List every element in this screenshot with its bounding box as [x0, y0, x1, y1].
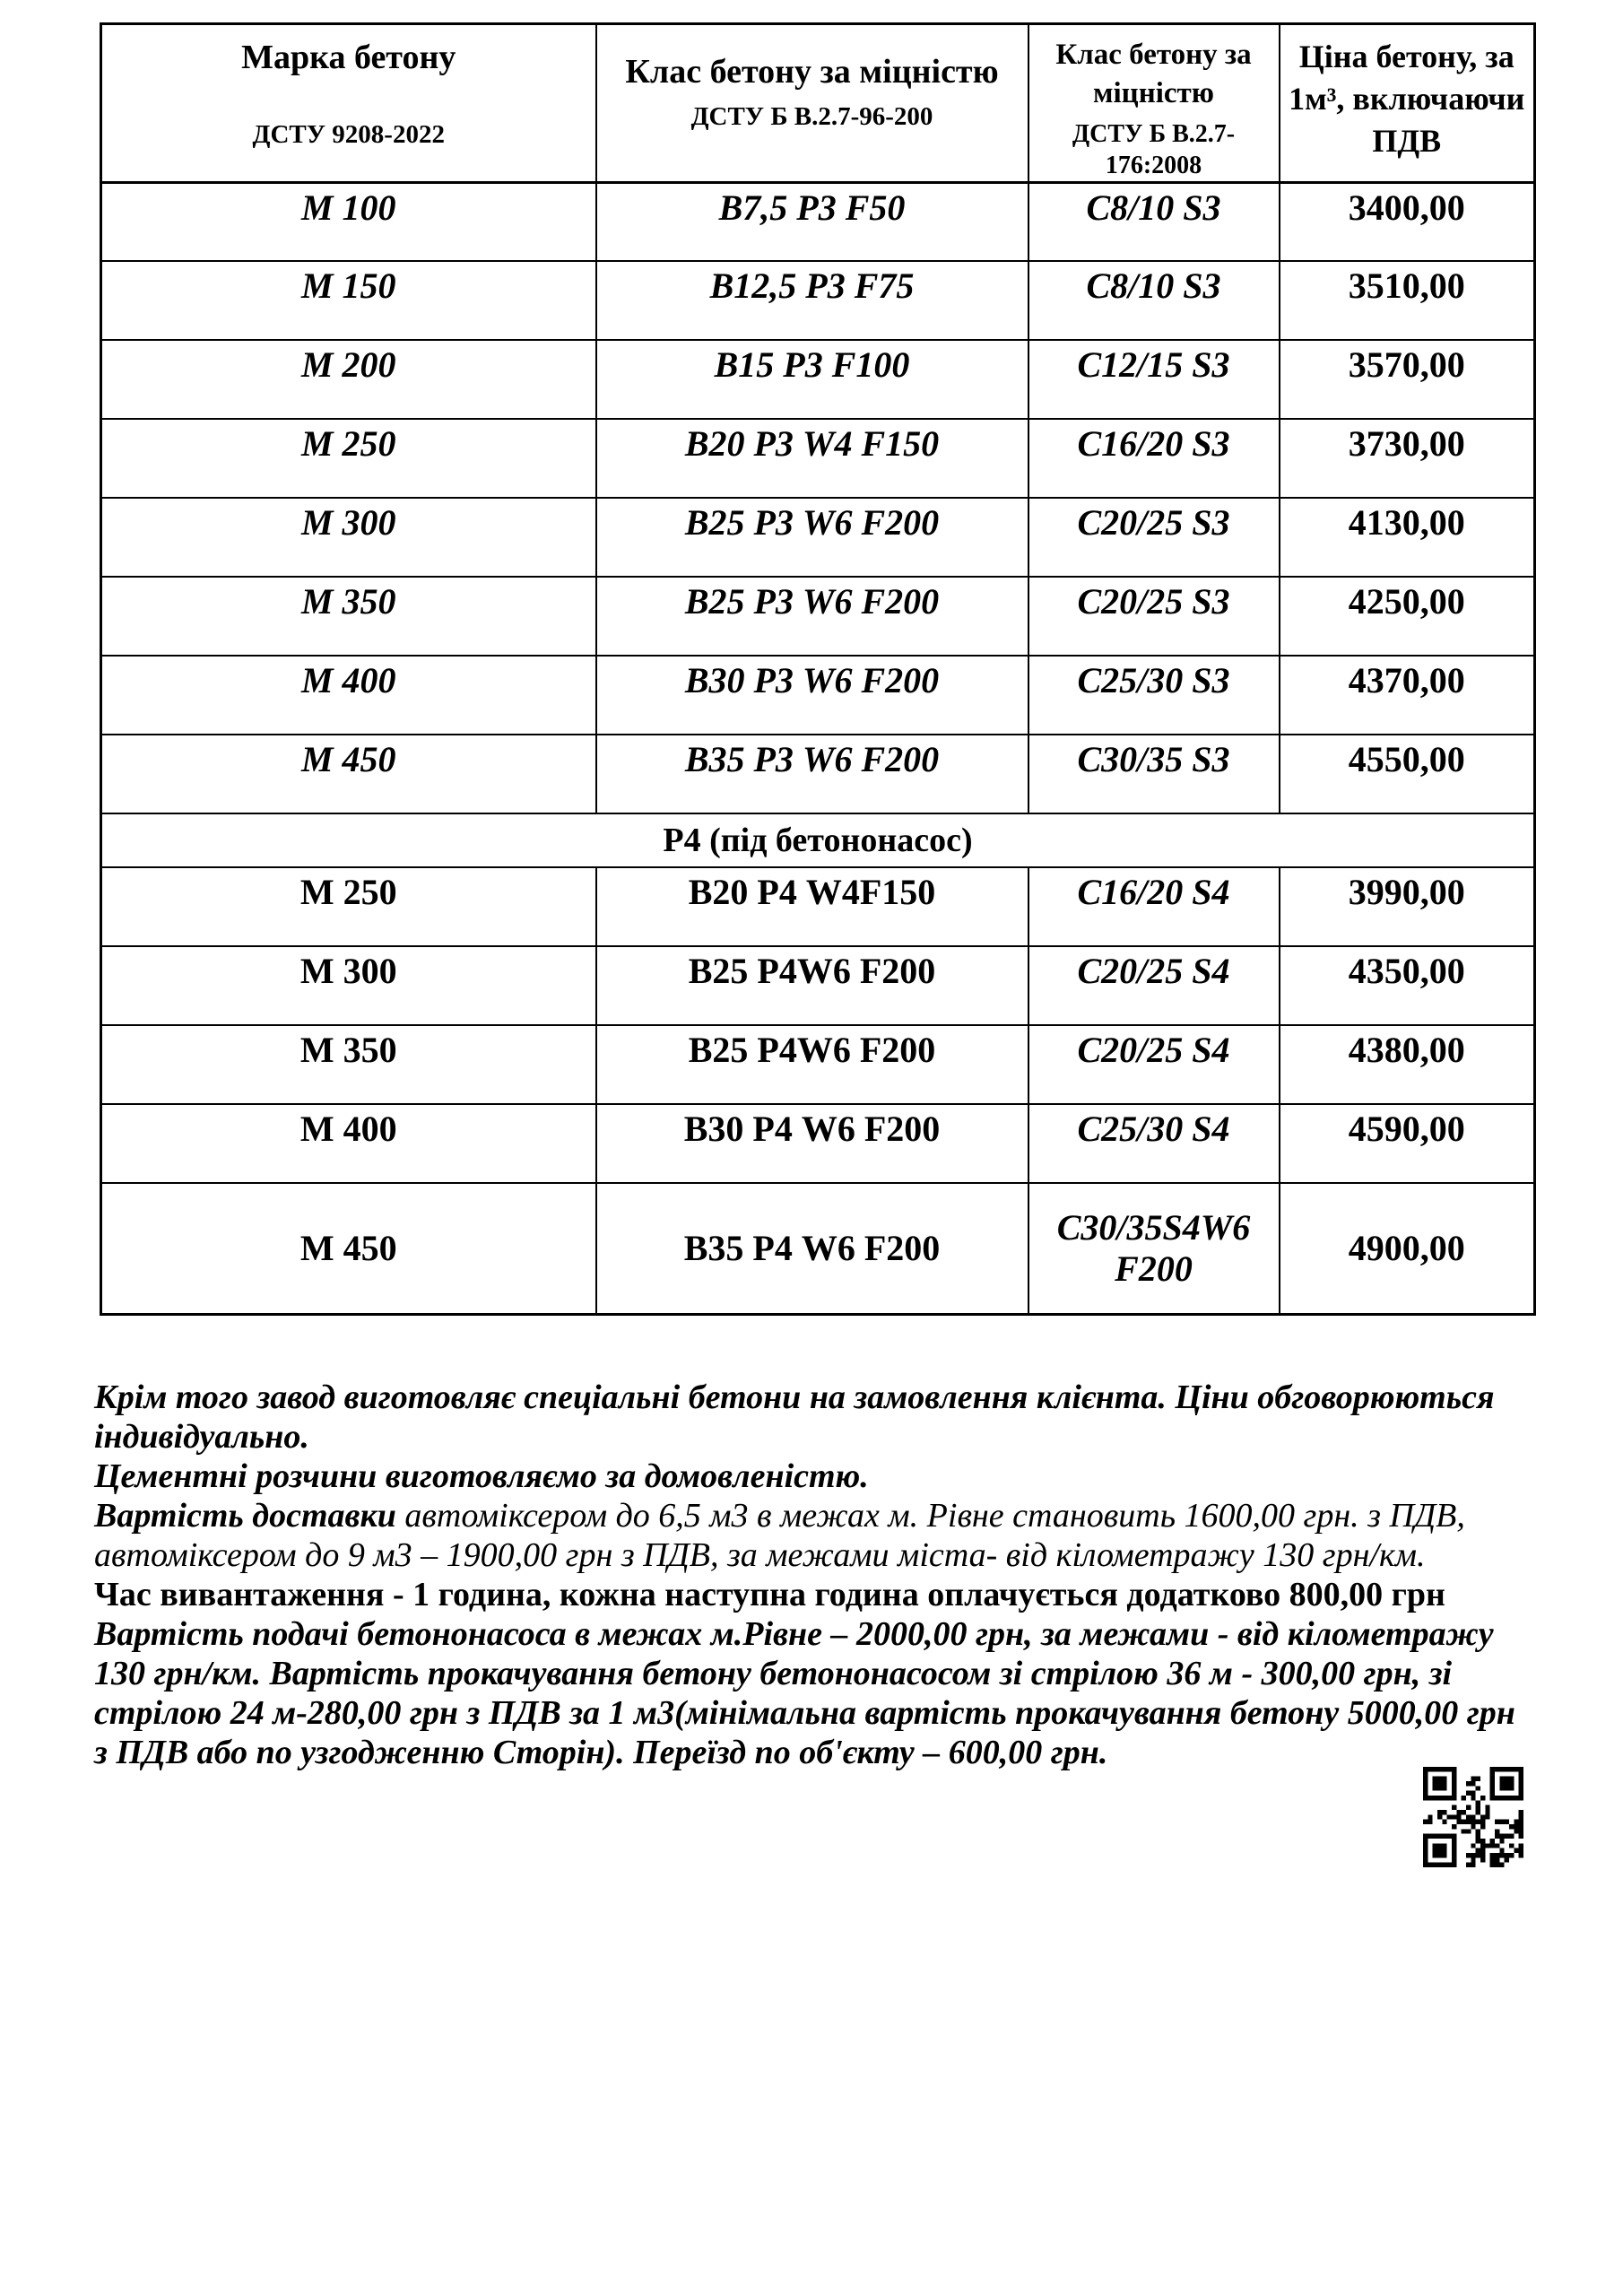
table-row [101, 340, 1535, 419]
class96-cell: В7,5 Р3 F50 [596, 182, 1028, 261]
note-delivery-lead: Вартість доставки [94, 1497, 405, 1535]
price-cell: 4380,00 [1280, 1025, 1535, 1104]
class96-cell: В30 Р3 W6 F200 [596, 656, 1028, 735]
concrete-price-table [100, 22, 1536, 1316]
price-cell: 3400,00 [1280, 182, 1535, 261]
price-cell: 4900,00 [1280, 1183, 1535, 1314]
mark-cell: М 450 [101, 735, 596, 813]
mark-cell: М 350 [101, 577, 596, 656]
note-unloading-time: Час вивантаження - 1 година, кожна наступна година оплачується додатково 800,00 грн [94, 1576, 1445, 1613]
price-cell: 3990,00 [1280, 867, 1535, 946]
mark-cell: М 350 [101, 1025, 596, 1104]
qr-code [1423, 1766, 1523, 1868]
class176-cell: С20/25 S4 [1028, 946, 1280, 1025]
table-header-row [101, 24, 1535, 183]
class96-cell: В20 Р4 W4F150 [596, 867, 1028, 946]
column-title: Клас бетону за міцністю [1055, 39, 1252, 109]
class96-cell: В35 Р3 W6 F200 [596, 735, 1028, 813]
price-cell: 3570,00 [1280, 340, 1535, 419]
mark-cell: М 400 [101, 1104, 596, 1183]
table-row [101, 1104, 1535, 1183]
class176-cell: С20/25 S4 [1028, 1025, 1280, 1104]
class96-cell: В30 Р4 W6 F200 [596, 1104, 1028, 1183]
class176-cell: С25/30 S3 [1028, 656, 1280, 735]
price-cell: 4550,00 [1280, 735, 1535, 813]
table-row [101, 1025, 1535, 1104]
column-subtitle: ДСТУ Б В.2.7-96-200 [690, 101, 933, 131]
price-cell: 3730,00 [1280, 419, 1535, 498]
mark-cell: М 400 [101, 656, 596, 735]
note-pump-cost: Вартість подачі бетононасоса в межах м.Рівне – 2000,00 грн, за межами - від кілометражу 130 грн/км. Вартість прокачування бетону бетононасосом зі стрілою 36 м - 300,00 грн, зі стрілою 24 м-280,00 грн з ПДВ за 1 м3(мінімальна вартість прокачування бетону 5000,00 грн з ПДВ або по узгодженню Сторін). Переїзд по об'єкту – 600,00 грн. [94, 1615, 1515, 1771]
table-row [101, 261, 1535, 340]
mark-cell: М 150 [101, 261, 596, 340]
class176-cell: С20/25 S3 [1028, 498, 1280, 577]
price-cell: 4350,00 [1280, 946, 1535, 1025]
price-cell: 4590,00 [1280, 1104, 1535, 1183]
price-cell: 4250,00 [1280, 577, 1535, 656]
column-header-price [1280, 24, 1535, 183]
class176-cell: С30/35S4W6 F200 [1028, 1183, 1280, 1314]
note-delivery [94, 1496, 1526, 1575]
table-row [101, 946, 1535, 1025]
table-row [101, 656, 1535, 735]
class176-cell: С16/20 S3 [1028, 419, 1280, 498]
section-header-row [101, 813, 1535, 867]
mark-cell: М 450 [101, 1183, 596, 1314]
class176-cell: С20/25 S3 [1028, 577, 1280, 656]
class96-cell: В35 Р4 W6 F200 [596, 1183, 1028, 1314]
column-title: Марка бетону [241, 39, 456, 76]
table-row [101, 182, 1535, 261]
column-header-class-96 [596, 24, 1028, 183]
section-header: Р4 (під бетононасос) [101, 813, 1535, 867]
table-row [101, 419, 1535, 498]
table-row [101, 498, 1535, 577]
note-custom-concrete: Крім того завод виготовляє спеціальні бетони на замовлення клієнта. Ціни обговорюються індивідуально. [94, 1378, 1495, 1456]
mark-cell: М 250 [101, 867, 596, 946]
class96-cell: В12,5 Р3 F75 [596, 261, 1028, 340]
class96-cell: В25 Р4W6 F200 [596, 946, 1028, 1025]
column-title: Клас бетону за міцністю [625, 53, 999, 91]
table-row [101, 867, 1535, 946]
price-cell: 4370,00 [1280, 656, 1535, 735]
price-cell: 4130,00 [1280, 498, 1535, 577]
table-row [101, 735, 1535, 813]
class176-cell: С25/30 S4 [1028, 1104, 1280, 1183]
class96-cell: В20 Р3 W4 F150 [596, 419, 1028, 498]
price-cell: 3510,00 [1280, 261, 1535, 340]
class176-cell: С12/15 S3 [1028, 340, 1280, 419]
column-header-class-176 [1028, 24, 1280, 183]
column-subtitle: ДСТУ Б В.2.7-176:2008 [1072, 119, 1236, 179]
column-title: Ціна бетону, за 1м³, включаючи ПДВ [1289, 39, 1525, 159]
class96-cell: В25 Р3 W6 F200 [596, 577, 1028, 656]
mark-cell: М 100 [101, 182, 596, 261]
mark-cell: М 300 [101, 498, 596, 577]
class176-cell: С8/10 S3 [1028, 261, 1280, 340]
mark-cell: М 200 [101, 340, 596, 419]
column-header-mark [101, 24, 596, 183]
mark-cell: М 250 [101, 419, 596, 498]
class96-cell: В15 Р3 F100 [596, 340, 1028, 419]
mark-cell: М 300 [101, 946, 596, 1025]
class176-cell: С16/20 S4 [1028, 867, 1280, 946]
table-row [101, 1183, 1535, 1314]
note-delivery-rest: автоміксером до 6,5 м3 в межах м. Рівне становить 1600,00 грн. з ПДВ, автоміксером до 9 м3 – 1900,00 грн з ПДВ, за межами міста- від кілометражу 130 грн/км. [94, 1497, 1465, 1574]
notes-block [94, 1378, 1526, 1772]
note-cement-mortar: Цементні розчини виготовляємо за домовленістю. [94, 1457, 869, 1495]
column-subtitle: ДСТУ 9208-2022 [252, 119, 445, 149]
table-row [101, 577, 1535, 656]
class176-cell: С8/10 S3 [1028, 182, 1280, 261]
class96-cell: В25 Р3 W6 F200 [596, 498, 1028, 577]
class96-cell: В25 Р4W6 F200 [596, 1025, 1028, 1104]
class176-cell: С30/35 S3 [1028, 735, 1280, 813]
